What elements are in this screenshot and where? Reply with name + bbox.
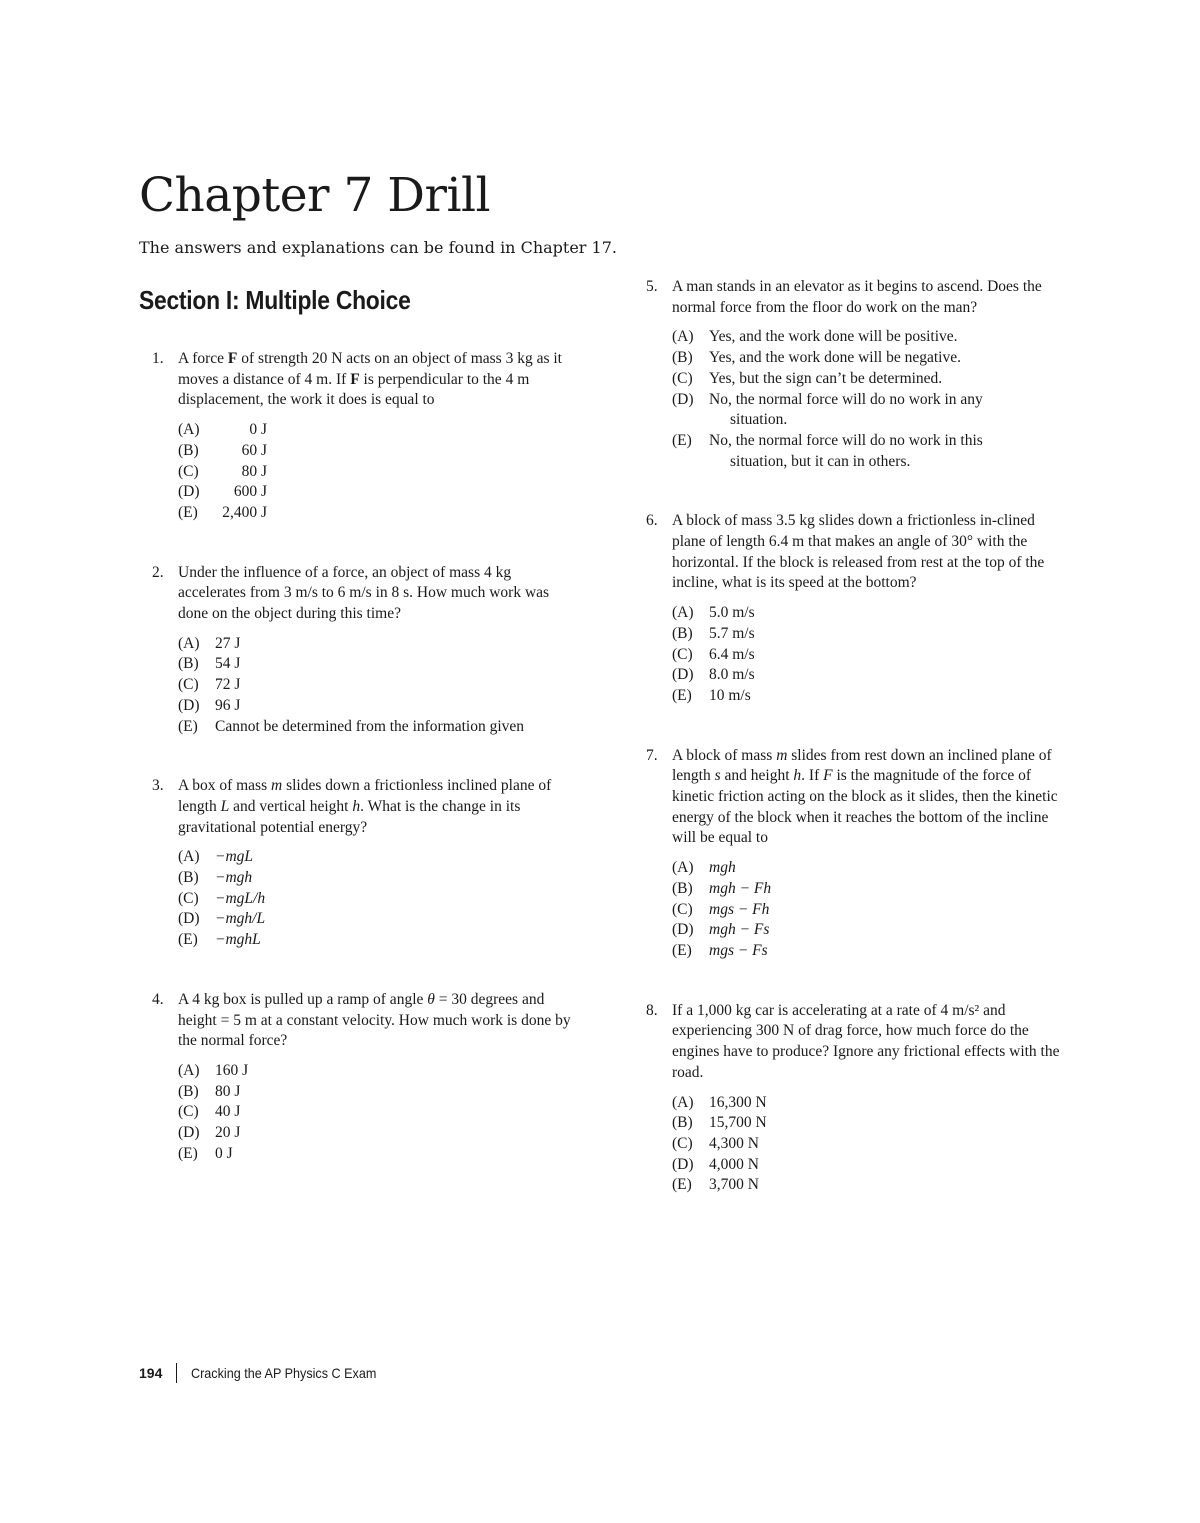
question-text-segment: m [271, 777, 283, 795]
choice-text: No, the normal force will do no work in any [709, 390, 983, 408]
answer-choice [178, 1144, 572, 1165]
choice-letter: (E) [672, 1176, 692, 1194]
choice-letter: (E) [178, 503, 198, 521]
answer-choice [178, 654, 572, 675]
answer-choice [672, 369, 1066, 390]
question-1 [152, 349, 572, 524]
choice-letter: (B) [178, 441, 199, 459]
question-text-segment: h [793, 767, 802, 785]
choice-letter: (A) [178, 421, 200, 439]
choice-text: 600 J [233, 483, 267, 501]
choice-letter: (D) [178, 1124, 200, 1142]
question-number: 5. [646, 278, 658, 295]
answer-choice [672, 686, 1066, 707]
answer-choice [672, 431, 1066, 452]
question-text-segment: . What is the change in its gravitational potential energy? [178, 797, 521, 836]
question-stem [152, 563, 572, 625]
question-text-segment: A force [178, 350, 228, 367]
question-number: 6. [646, 512, 658, 530]
choice-text: mgh [709, 859, 736, 877]
choice-text: 8.0 m/s [709, 666, 755, 684]
answer-choice [672, 327, 1066, 348]
choice-text: 54 J [215, 655, 241, 673]
question-text-segment: m [776, 746, 788, 764]
question-stem [646, 511, 1066, 594]
answer-choice [672, 390, 1066, 411]
question-text-segment: A man stands in an elevator as it begins to ascend. Does the normal force from the floor do work on the man? [672, 278, 1042, 316]
answer-choice [672, 624, 1066, 645]
question-text-segment: slides down a frictionless inclined plane of length [178, 777, 552, 815]
question-text [178, 349, 572, 411]
choice-letter: (C) [672, 900, 693, 918]
chapter-title: Chapter 7 Drill [139, 168, 491, 223]
answer-choice [672, 1113, 1066, 1134]
question-text [178, 563, 572, 625]
intro-text: The answers and explanations can be found in Chapter 17. [139, 238, 617, 257]
question-stem [646, 1001, 1066, 1084]
question-text-segment: θ [427, 990, 435, 1008]
question-stem [152, 776, 572, 838]
question-text-segment: is the magnitude of the force of kinetic friction acting on the block as it slides, then the kinetic energy of the block when it reaches the bottom of the incline will be equal to [672, 767, 1058, 847]
question-text-segment: = 30 degrees and height = 5 m at a constant velocity. How much work is done by the normal force? [178, 990, 571, 1050]
question-text-segment: A box of mass [178, 777, 271, 795]
right-column [646, 277, 1066, 1196]
question-5 [646, 277, 1066, 472]
question-text-segment: s [714, 767, 721, 785]
choice-text: −mgh [215, 869, 253, 887]
question-6 [646, 511, 1066, 706]
choice-text: Yes, but the sign can’t be determined. [709, 369, 943, 387]
choice-letter: (A) [178, 1061, 200, 1079]
choice-text: −mgL/h [215, 889, 266, 907]
answer-choice [178, 675, 572, 696]
question-text-segment: of strength 20 N acts on an object of mass 3 kg as it moves a distance of 4 m. If [178, 350, 562, 388]
question-text-segment: F [823, 767, 833, 785]
question-text [672, 277, 1066, 318]
question-2 [152, 563, 572, 738]
question-4 [152, 990, 572, 1165]
question-8 [646, 1001, 1066, 1196]
question-stem [646, 746, 1066, 850]
choice-text: 20 J [215, 1124, 241, 1142]
answer-choice [178, 420, 572, 441]
answer-choice [178, 909, 572, 930]
question-text-segment: . If [801, 767, 824, 785]
answer-choices [672, 1093, 1066, 1197]
answer-choice [178, 1123, 572, 1144]
choice-letter: (A) [672, 859, 694, 877]
choice-text: 80 J [215, 1082, 241, 1100]
choice-text: Yes, and the work done will be positive. [709, 328, 958, 346]
choice-text: 3,700 N [709, 1176, 759, 1194]
choice-text: 0 J [249, 421, 267, 439]
page-footer [139, 1363, 397, 1383]
answer-choice [178, 717, 572, 738]
choice-letter: (C) [178, 889, 199, 907]
page-number: 194 [139, 1365, 163, 1381]
choice-letter: (E) [672, 431, 692, 449]
choice-letter-spacer [672, 410, 709, 431]
left-column [152, 349, 572, 1165]
choice-letter-spacer [672, 452, 709, 473]
choice-text: −mgL [215, 848, 254, 866]
question-stem [152, 990, 572, 1052]
choice-text: 16,300 N [709, 1093, 767, 1111]
choice-text: 4,000 N [709, 1155, 759, 1173]
question-text-segment: h [352, 797, 361, 815]
choice-text: mgs − Fh [709, 900, 770, 918]
answer-choice [178, 868, 572, 889]
choice-letter: (B) [672, 349, 693, 367]
question-stem [152, 349, 572, 411]
choice-text: 15,700 N [709, 1114, 767, 1132]
choice-letter: (A) [672, 604, 694, 622]
choice-text: No, the normal force will do no work in this [709, 431, 983, 449]
question-text-segment: A 4 kg box is pulled up a ramp of angle [178, 990, 428, 1008]
choice-letter: (A) [672, 1093, 694, 1111]
question-text-segment: slides from rest down an inclined plane of length [672, 746, 1052, 785]
choice-letter: (A) [178, 634, 200, 652]
answer-choice [672, 858, 1066, 879]
choice-letter: (E) [672, 941, 692, 959]
choice-letter: (E) [178, 717, 198, 735]
choice-text: −mghL [215, 931, 261, 949]
choice-text: 0 J [215, 1144, 233, 1162]
answer-choices [178, 1061, 572, 1165]
answer-choices [178, 420, 572, 524]
choice-letter: (B) [178, 655, 199, 673]
choice-letter: (C) [178, 462, 199, 480]
answer-choices [672, 858, 1066, 962]
answer-choice [672, 1134, 1066, 1155]
answer-choice [178, 462, 572, 483]
answer-choice [672, 665, 1066, 686]
choice-text: 10 m/s [709, 686, 751, 704]
choice-text: 60 J [241, 441, 267, 459]
question-text-segment: L [220, 797, 230, 815]
choice-letter: (E) [178, 1144, 198, 1162]
question-text-segment: If a 1,000 kg car is accelerating at a rate of 4 m/s² and experiencing 300 N of drag force, how much force do the engines have to produce? Ignore any frictional effects with the road. [672, 1001, 1060, 1081]
answer-choice [672, 1175, 1066, 1196]
answer-choice [178, 1102, 572, 1123]
answer-choice [672, 1093, 1066, 1114]
answer-choices [178, 847, 572, 951]
choice-text-continuation: situation. [730, 411, 788, 429]
choice-letter: (A) [178, 848, 200, 866]
answer-choice [178, 847, 572, 868]
question-text-segment: and height [720, 767, 794, 785]
answer-choice [672, 603, 1066, 624]
choice-text: mgh − Fs [709, 921, 770, 939]
question-text [178, 990, 572, 1052]
section-title: Section I: Multiple Choice [139, 285, 411, 315]
answer-choice [672, 348, 1066, 369]
choice-letter: (A) [672, 328, 694, 346]
question-text-segment: A block of mass [672, 746, 777, 764]
question-stem [646, 277, 1066, 318]
choice-letter: (D) [178, 483, 200, 501]
choice-text: 27 J [215, 634, 241, 652]
answer-choice [672, 879, 1066, 900]
choice-text: 40 J [215, 1103, 241, 1121]
question-3 [152, 776, 572, 951]
answer-choice [672, 941, 1066, 962]
answer-choice [178, 634, 572, 655]
choice-letter: (B) [672, 879, 693, 897]
answer-choice [178, 1082, 572, 1103]
answer-choices [178, 634, 572, 738]
answer-choice [672, 920, 1066, 941]
choice-text: mgs − Fs [709, 941, 768, 959]
question-text [178, 776, 572, 838]
choice-text-continuation: situation, but it can in others. [730, 452, 911, 470]
book-title: Cracking the AP Physics C Exam [191, 1365, 377, 1381]
question-number: 4. [152, 990, 164, 1008]
choice-letter: (B) [178, 1082, 199, 1100]
question-text [672, 511, 1066, 594]
answer-choices [672, 603, 1066, 707]
choice-letter: (C) [672, 645, 693, 663]
choice-text: 80 J [241, 462, 267, 480]
choice-text: 160 J [215, 1061, 249, 1079]
choice-letter: (D) [672, 666, 694, 684]
choice-letter: (B) [672, 624, 693, 642]
answer-choices [672, 327, 1066, 472]
question-text-segment: is perpendicular to the 4 m displacement, the work it does is equal to [178, 370, 530, 409]
choice-letter: (D) [178, 910, 200, 928]
answer-choice [178, 696, 572, 717]
answer-choice [672, 645, 1066, 666]
choice-text: 5.0 m/s [709, 604, 755, 622]
answer-choice [178, 482, 572, 503]
answer-choice [178, 441, 572, 462]
choice-letter: (E) [178, 931, 198, 949]
choice-letter: (B) [672, 1114, 693, 1132]
answer-choice [178, 889, 572, 910]
question-number: 1. [152, 350, 164, 367]
answer-choice [672, 1155, 1066, 1176]
choice-letter: (D) [672, 1155, 694, 1173]
answer-choice [178, 503, 572, 524]
answer-choice [178, 930, 572, 951]
choice-text: mgh − Fh [709, 879, 772, 897]
choice-text: 2,400 J [222, 503, 267, 521]
choice-text: 6.4 m/s [709, 645, 755, 663]
choice-text: 96 J [215, 696, 241, 714]
choice-letter: (C) [672, 1134, 693, 1152]
answer-choice-continuation [672, 452, 1066, 473]
answer-choice-continuation [672, 410, 1066, 431]
choice-text: −mgh/L [215, 910, 266, 928]
footer-divider [176, 1363, 177, 1383]
answer-choice [178, 1061, 572, 1082]
choice-letter: (C) [178, 676, 199, 694]
question-number: 7. [646, 746, 658, 764]
question-text [672, 1001, 1066, 1084]
choice-letter: (D) [672, 390, 694, 408]
choice-letter: (B) [178, 869, 199, 887]
question-number: 2. [152, 563, 164, 581]
choice-text: 72 J [215, 676, 241, 694]
question-7 [646, 746, 1066, 962]
choice-text: 5.7 m/s [709, 624, 755, 642]
choice-letter: (D) [672, 921, 694, 939]
choice-letter: (E) [672, 686, 692, 704]
question-text-segment: A block of mass 3.5 kg slides down a frictionless in-clined plane of length 6.4 m that makes an angle of 30° with the horizontal. If the block is released from rest at the top of the incline, what is its speed at the bottom? [672, 512, 1045, 592]
choice-letter: (C) [672, 369, 693, 387]
question-text-segment: F [227, 350, 238, 367]
question-text [672, 746, 1066, 850]
question-text-segment: F [350, 370, 360, 388]
choice-text: 4,300 N [709, 1134, 759, 1152]
question-number: 8. [646, 1001, 658, 1019]
choice-text: Yes, and the work done will be negative. [709, 349, 961, 367]
answer-choice [672, 900, 1066, 921]
choice-letter: (C) [178, 1103, 199, 1121]
question-text-segment: Under the influence of a force, an object of mass 4 kg accelerates from 3 m/s to 6 m/s in 8 s. How much work was done on the object during this time? [178, 563, 550, 623]
choice-letter: (D) [178, 696, 200, 714]
question-text-segment: and vertical height [229, 797, 353, 815]
question-number: 3. [152, 777, 164, 795]
choice-text: Cannot be determined from the information given [215, 717, 525, 735]
